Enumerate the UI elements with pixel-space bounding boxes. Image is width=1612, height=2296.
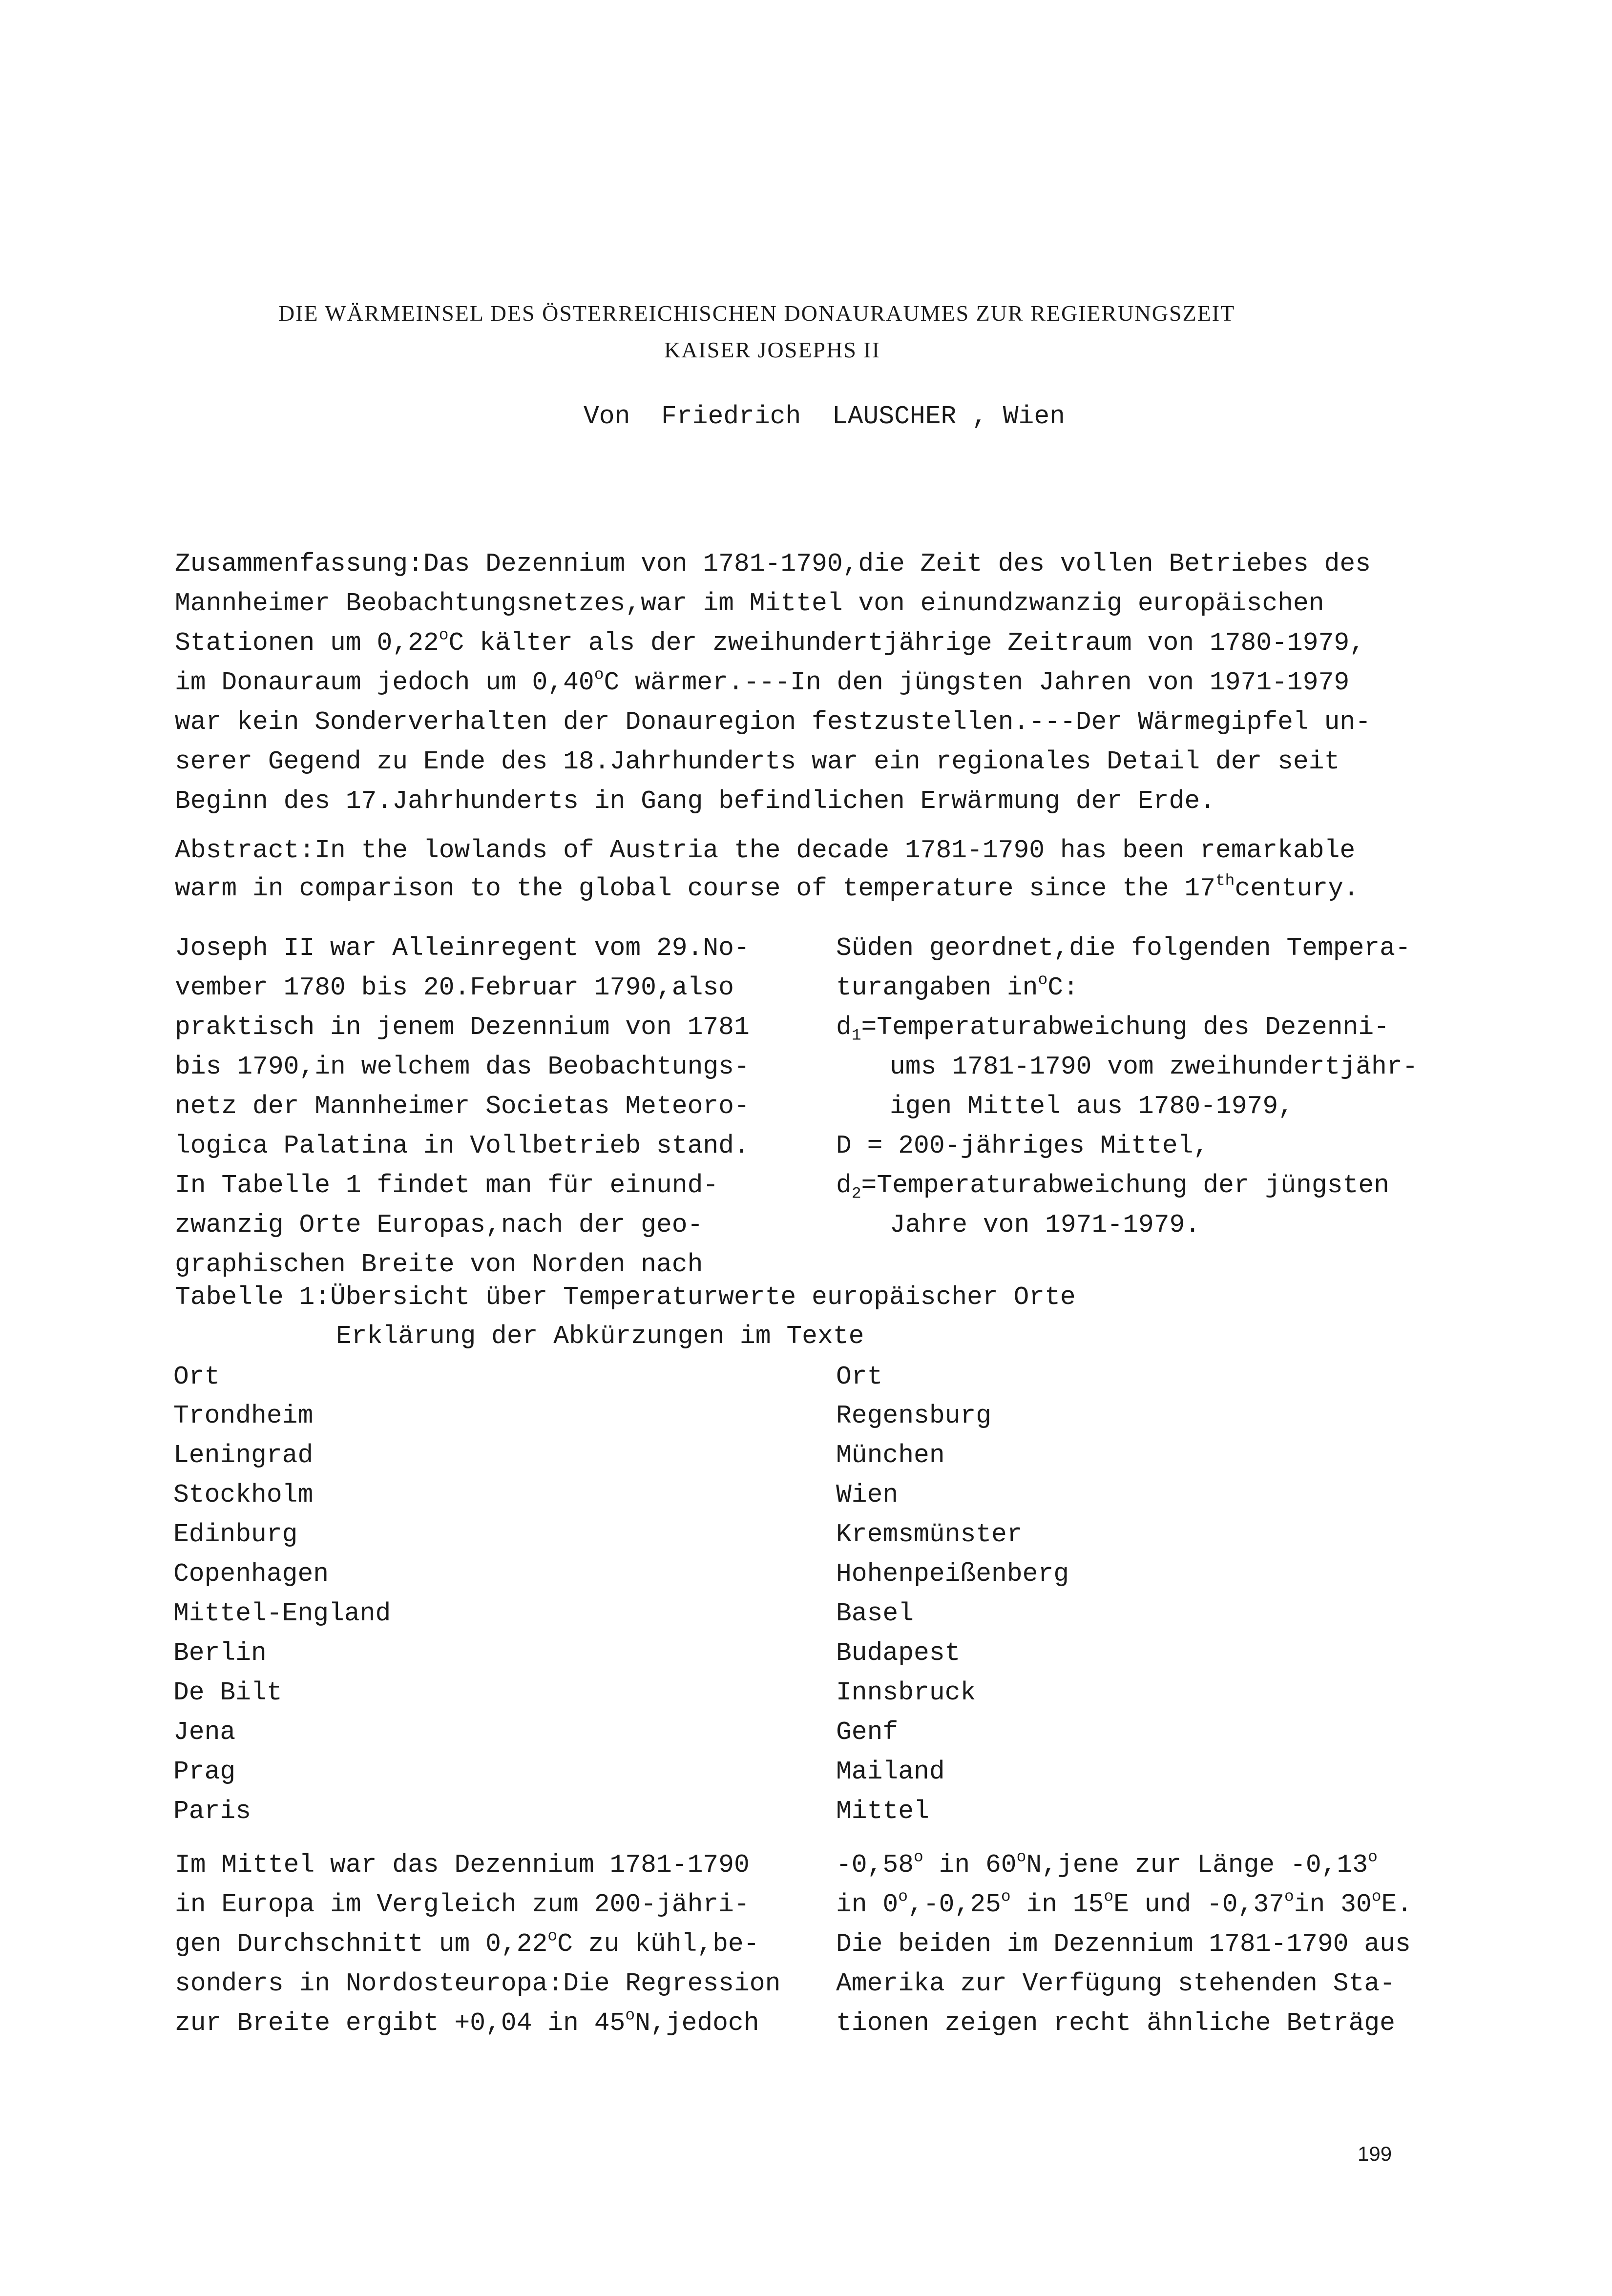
table-cell-ort: Leningrad xyxy=(173,1441,314,1470)
table-cell-ort: Kremsmünster xyxy=(836,1520,1023,1549)
text-line: igen Mittel aus 1780-1979, xyxy=(890,1092,1294,1121)
text-line: bis 1790,in welchem das Beobachtungs- xyxy=(175,1052,750,1081)
text-line: war kein Sonderverhalten der Donauregion festzustellen.---Der Wärmegipfel un- xyxy=(175,707,1371,737)
text-line: zwanzig Orte Europas,nach der geo- xyxy=(175,1210,703,1240)
table-header-ort: Ort xyxy=(836,1362,883,1391)
text-line: warm in comparison to the global course of temperature since the 17thcentury. xyxy=(175,871,1359,903)
paper-title-line2: KAISER JOSEPHS II xyxy=(664,337,880,362)
table-caption: Tabelle 1:Übersicht über Temperaturwerte europäischer Orte xyxy=(175,1282,1076,1312)
text-line: Mannheimer Beobachtungsnetzes,war im Mittel von einundzwanzig europäischen xyxy=(175,589,1324,618)
table-cell-ort: Wien xyxy=(836,1480,899,1510)
table-cell-ort: Stockholm xyxy=(173,1480,314,1510)
table-cell-ort: München xyxy=(836,1441,945,1470)
author-line: Von Friedrich LAUSCHER , Wien xyxy=(584,402,1065,431)
text-line: turangaben $in^oC$: xyxy=(836,971,1079,1002)
text-line: tionen zeigen recht ähnliche Beträge xyxy=(836,2008,1395,2038)
page-number: 199 xyxy=(1358,2142,1392,2165)
table-cell-ort: Innsbruck xyxy=(836,1678,976,1707)
table-cell-ort: Hohenpeißenberg xyxy=(836,1559,1069,1589)
table-cell-ort: Mittel xyxy=(836,1797,929,1826)
text-line: in Europa im Vergleich zum 200-jähri- xyxy=(175,1890,750,1919)
text-line: $d_1=Temperaturabweichung$ des Dezenni- xyxy=(836,1013,1389,1045)
text-line: $d_2=Temperaturabweichung$ der jüngsten xyxy=(836,1171,1389,1203)
text-line: netz der Mannheimer Societas Meteoro- xyxy=(175,1092,750,1121)
table-cell-ort: Berlin xyxy=(173,1638,267,1668)
table-cell-ort: Prag xyxy=(173,1757,236,1786)
table-cell-ort: Trondheim xyxy=(173,1401,314,1430)
table-cell-ort: Basel xyxy=(836,1599,914,1628)
table-cell-ort: Paris xyxy=(173,1797,251,1826)
text-line: vember 1780 bis 20.Februar 1790,also xyxy=(175,973,734,1002)
table-cell-ort: De Bilt xyxy=(173,1678,282,1707)
table-cell-ort: Regensburg xyxy=(836,1401,992,1430)
text-line: In Tabelle 1 findet man für einund- xyxy=(175,1171,719,1200)
text-line: gen Durchschnitt um 0,22$^o$C zu kühl,be- xyxy=(175,1927,759,1959)
text-line: in 0$^o$,-0,25$^o$ in 15$^o$E und -0,37$^o$in 30$^o$E. xyxy=(836,1887,1413,1919)
text-line: D = 200-jähriges Mittel, xyxy=(836,1131,1209,1160)
table-subcaption: Erklärung der Abkürzungen im Texte xyxy=(336,1322,864,1351)
text-line: Amerika zur Verfügung stehenden Sta- xyxy=(836,1969,1395,1998)
table-cell-ort: Mittel-England xyxy=(173,1599,391,1628)
table-cell-ort: Mailand xyxy=(836,1757,945,1786)
text-line: Stationen um 0,22$^o$C kälter als der zweihundertjährige Zeitraum von 1780-1979, xyxy=(175,626,1365,658)
text-line: praktisch in jenem Dezennium von 1781 xyxy=(175,1013,750,1042)
table-cell-ort: Copenhagen xyxy=(173,1559,329,1589)
text-line: graphischen Breite von Norden nach xyxy=(175,1250,703,1279)
paper-title-line1: DIE WÄRMEINSEL DES ÖSTERREICHISCHEN DONAURAUMES ZUR REGIERUNGSZEIT xyxy=(278,301,1235,326)
text-line: -0,58$^o$ in 60$^o$N,jene zur Länge -0,13$^o$ xyxy=(836,1848,1378,1880)
text-line: sonders in Nordosteuropa:Die Regression xyxy=(175,1969,781,1998)
text-line: Jahre von 1971-1979. xyxy=(890,1210,1201,1240)
text-line: im Donauraum jedoch um 0,40$^o$C wärmer.---In den jüngsten Jahren von 1971-1979 xyxy=(175,665,1350,697)
text-line: Süden geordnet,die folgenden Tempera- xyxy=(836,933,1411,963)
table-cell-ort: Edinburg xyxy=(173,1520,298,1549)
table-cell-ort: Jena xyxy=(173,1717,236,1747)
text-line: Im Mittel war das Dezennium 1781-1790 xyxy=(175,1850,750,1880)
text-line: serer Gegend zu Ende des 18.Jahrhunderts war ein regionales Detail der seit xyxy=(175,747,1340,776)
text-line: logica Palatina in Vollbetrieb stand. xyxy=(175,1131,750,1160)
text-line: Beginn des 17.Jahrhunderts in Gang befindlichen Erwärmung der Erde. xyxy=(175,786,1215,816)
table-cell-ort: Budapest xyxy=(836,1638,961,1668)
text-line: Abstract:In the lowlands of Austria the decade 1781-1790 has been remarkable xyxy=(175,836,1356,865)
text-line: Joseph II war Alleinregent vom 29.No- xyxy=(175,933,750,963)
table-header-ort: Ort xyxy=(173,1362,220,1391)
text-line: ums 1781-1790 vom zweihundertjähr- xyxy=(890,1052,1418,1081)
text-line: Zusammenfassung:Das Dezennium von 1781-1790,die Zeit des vollen Betriebes des xyxy=(175,549,1371,579)
text-line: Die beiden im Dezennium 1781-1790 aus xyxy=(836,1929,1411,1959)
text-line: zur Breite ergibt +0,04 in 45$^o$N,jedoch xyxy=(175,2006,759,2038)
table-cell-ort: Genf xyxy=(836,1717,899,1747)
